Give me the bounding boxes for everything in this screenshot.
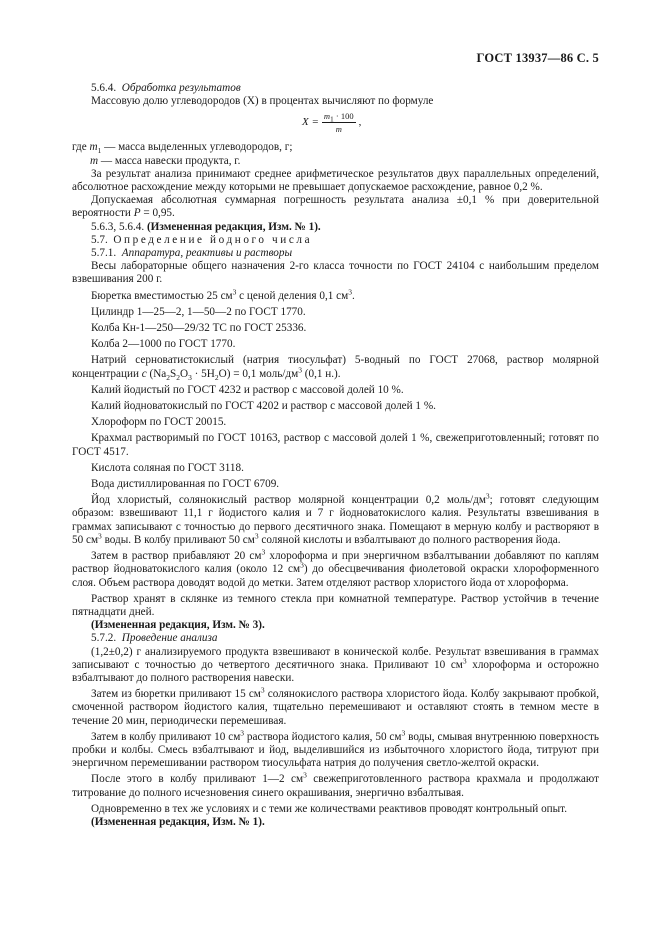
paragraph-storage: Раствор хранят в склянке из темного стекла при комнатной температуре. Раствор устойчив в течение пятнадцати дней. — [72, 592, 599, 618]
error-text-b: = 0,95. — [140, 207, 175, 220]
text: хлороформа и при энергичном взбалтывании добавляют по каплям раствор йодноватокислого калия (около 12 см — [72, 550, 599, 576]
paragraph-sample — [72, 646, 599, 686]
text: ) до обесцвечивания фиолетовой окраски хлороформенного слоя. Объем раствора доводят водой до метки. Затем отделяют раствор хлористого йода от хлороформа. — [72, 563, 599, 589]
text: солянокислого раствора хлористого йода. Колбу закрывают пробкой, смоченной раствором йодистого калия, тщательно перемешивают и оставляют стоять в темном месте в течение 20 мин, периодически перемешивая. — [72, 688, 599, 727]
text: хлороформа и осторожно взбалтывают до полного растворения навески. — [72, 658, 600, 684]
paragraph-chloroform: Хлороформ по ГОСТ 20015. — [91, 416, 227, 429]
text: S — [170, 367, 177, 380]
text: свежеприготовленного раствора крахмала и продолжают титрование до полного исчезновения синего окрашивания, энергично взбалтывая. — [72, 773, 599, 799]
symbol-c: c — [141, 367, 147, 380]
paragraph-mass-fraction: Массовую долю углеводородов (X) в процентах вычисляют по формуле — [91, 95, 434, 108]
section-5-7-2-heading — [72, 632, 599, 645]
subscript: 3 — [188, 372, 192, 382]
text: . — [351, 289, 355, 302]
text: Затем в раствор прибавляют 20 см — [91, 550, 262, 563]
paragraph-starch: Крахмал растворимый по ГОСТ 10163, раствор с массовой долей 1 %, свежеприготовленный; готовят по ГОСТ 4517. — [72, 432, 599, 458]
formula-numerator-rest: · 100 — [333, 111, 354, 122]
revision-sections: 5.6.3, 5.6.4. — [91, 220, 145, 233]
text: с ценой деления 0,1 см — [236, 289, 349, 302]
text: Затем из бюретки приливают 15 см — [91, 688, 261, 701]
definition-m — [72, 155, 599, 168]
text: (1,2±0,2) г анализируемого продукта взвешивают в конической колбе. Результат взвешивания в граммах записывают с точностью до четвертого десятичного знака. Приливают 10 см — [72, 645, 599, 671]
superscript: 3 — [485, 491, 490, 501]
superscript: 3 — [348, 286, 352, 296]
text: O — [180, 367, 189, 380]
section-title: Аппаратура, реактивы и растворы — [121, 247, 293, 260]
section-number: 5.7.1. — [91, 247, 117, 260]
section-5-7-1-heading — [72, 247, 599, 260]
formula-numerator-symbol: m — [323, 111, 331, 122]
superscript: 3 — [232, 286, 237, 296]
text: Бюретка вместимостью 25 см — [91, 289, 233, 302]
paragraph-then-chloroform — [72, 547, 599, 590]
section-title: Определение йодного числа — [113, 233, 313, 246]
paragraph-control: Одновременно в тех же условиях и с теми же количествами реактивов проводят контрольный опыт. — [91, 802, 568, 815]
superscript: 3 — [98, 531, 102, 541]
error-text-a: Допускаемая абсолютная суммарная погрешность результата анализа ±0,1 % при доверительной вероятности — [72, 194, 599, 220]
section-number: 5.7.2. — [91, 632, 117, 645]
definition-m1 — [72, 141, 599, 154]
superscript: 3 — [261, 547, 266, 557]
paragraph-flask-2: Колба 2—1000 по ГОСТ 1770. — [91, 338, 236, 351]
formula-tail: , — [358, 116, 362, 129]
formula-lhs: X = — [302, 116, 319, 129]
text: После этого в колбу приливают 1—2 см — [91, 773, 304, 786]
formula-denominator: m — [335, 124, 342, 135]
paragraph-sodium-thiosulfate — [72, 354, 599, 380]
superscript: 3 — [300, 560, 304, 570]
text: O) = 0,1 моль/дм — [218, 367, 299, 380]
text: Йод хлористый, солянокислый раствор молярной концентрации 0,2 моль/дм — [91, 494, 486, 507]
section-title: Проведение анализа — [121, 632, 218, 645]
formula-fraction — [322, 111, 356, 134]
symbol-m: m — [90, 154, 99, 167]
paragraph-potassium-iodate: Калий йодноватокислый по ГОСТ 4202 и раствор с массовой долей 1 %. — [91, 400, 436, 413]
formula-numerator-subscript: 1 — [330, 115, 334, 125]
text: (0,1 н.). — [301, 367, 341, 380]
paragraph-burette — [72, 286, 599, 303]
superscript: 3 — [254, 531, 259, 541]
paragraph-potassium-iodide: Калий йодистый по ГОСТ 4232 и раствор с массовой долей 10 %. — [91, 383, 404, 396]
subscript: 2 — [214, 372, 219, 382]
paragraph-result: За результат анализа принимают среднее арифметическое результатов двух параллельных определений, абсолютное расхождение между которыми не превышает допускаемое расхождение, равное 0,2 %. — [72, 167, 599, 194]
text: (Na — [146, 367, 167, 380]
text: ; готовят следующим образом: взвешивают 11,1 г йодистого калия и 7 г йодноватокислого калия. Результаты взвешивания в граммах записывают с точностью до первого десятичного знака. Помещают в мерную колбу и растворяют в 50 см — [72, 494, 599, 546]
document-body — [72, 82, 599, 829]
superscript: 3 — [303, 770, 307, 780]
symbol-m1-subscript: 1 — [97, 146, 102, 156]
variable-definitions — [72, 141, 599, 167]
revision-note-1b: (Измененная редакция, Изм. № 1). — [91, 815, 265, 828]
paragraph-acid: Кислота соляная по ГОСТ 3118. — [91, 461, 244, 474]
page-header: ГОСТ 13937—86 С. 5 — [476, 51, 599, 65]
subscript: 2 — [166, 372, 171, 382]
paragraph-burette-add — [72, 685, 599, 728]
paragraph-scales: Весы лабораторные общего назначения 2-го класса точности по ГОСТ 24104 с наибольшим пределом взвешивания 200 г. — [72, 260, 599, 286]
paragraph-starch-add — [72, 770, 599, 799]
error-symbol-p: P — [133, 207, 141, 220]
symbol-m1: m — [89, 141, 98, 154]
section-title: Обработка результатов — [121, 82, 241, 94]
revision-note-1 — [72, 221, 599, 234]
paragraph-flask-1: Колба Кн-1—250—29/32 ТС по ГОСТ 25336. — [91, 322, 307, 335]
revision-note-3: (Измененная редакция, Изм. № 3). — [91, 619, 265, 632]
superscript: 3 — [298, 364, 302, 374]
section-5-7-heading — [72, 234, 599, 247]
superscript: 3 — [462, 655, 467, 665]
text: · 5H — [191, 367, 215, 380]
superscript: 3 — [260, 685, 265, 695]
definition-m-text: — масса навески продукта, г. — [98, 154, 241, 167]
formula — [72, 110, 599, 140]
definition-m1-text: — масса выделенных углеводородов, г; — [101, 141, 293, 154]
paragraph-error — [72, 194, 599, 220]
paragraph-iodine-chloride — [72, 491, 599, 547]
revision-text: (Измененная редакция, Изм. № 1). — [146, 220, 321, 233]
section-5-6-4-heading — [72, 82, 599, 95]
text: воды. В колбу приливают 50 см — [101, 533, 255, 546]
superscript: 3 — [401, 728, 406, 737]
subscript: 2 — [176, 372, 181, 382]
paragraph-water: Вода дистиллированная по ГОСТ 6709. — [91, 478, 280, 491]
paragraph-cylinder: Цилиндр 1—25—2, 1—50—2 по ГОСТ 1770. — [91, 305, 306, 318]
section-number: 5.7. — [91, 233, 108, 246]
text: раствора йодистого калия, 50 см — [244, 730, 402, 743]
superscript: 3 — [240, 728, 245, 737]
paragraph-titration — [72, 728, 599, 771]
section-number: 5.6.4. — [91, 82, 117, 94]
text: соляной кислоты и взбалтывают до полного растворения йода. — [258, 533, 561, 546]
where-word: где — [72, 141, 87, 154]
text: воды, смывая внутреннюю поверхность пробки и колбы. Смесь взбалтывают и йод, выделившийся из избыточного хлористого йода, титруют при энергичном перемешивании раствором тиосульфата натрия до получения светло-желтой окраски. — [72, 730, 599, 770]
text: Затем в колбу приливают 10 см — [91, 730, 241, 743]
text: Натрий серноватистокислый (натрия тиосульфат) 5-водный по ГОСТ 27068, раствор молярной концентрации — [72, 354, 599, 380]
